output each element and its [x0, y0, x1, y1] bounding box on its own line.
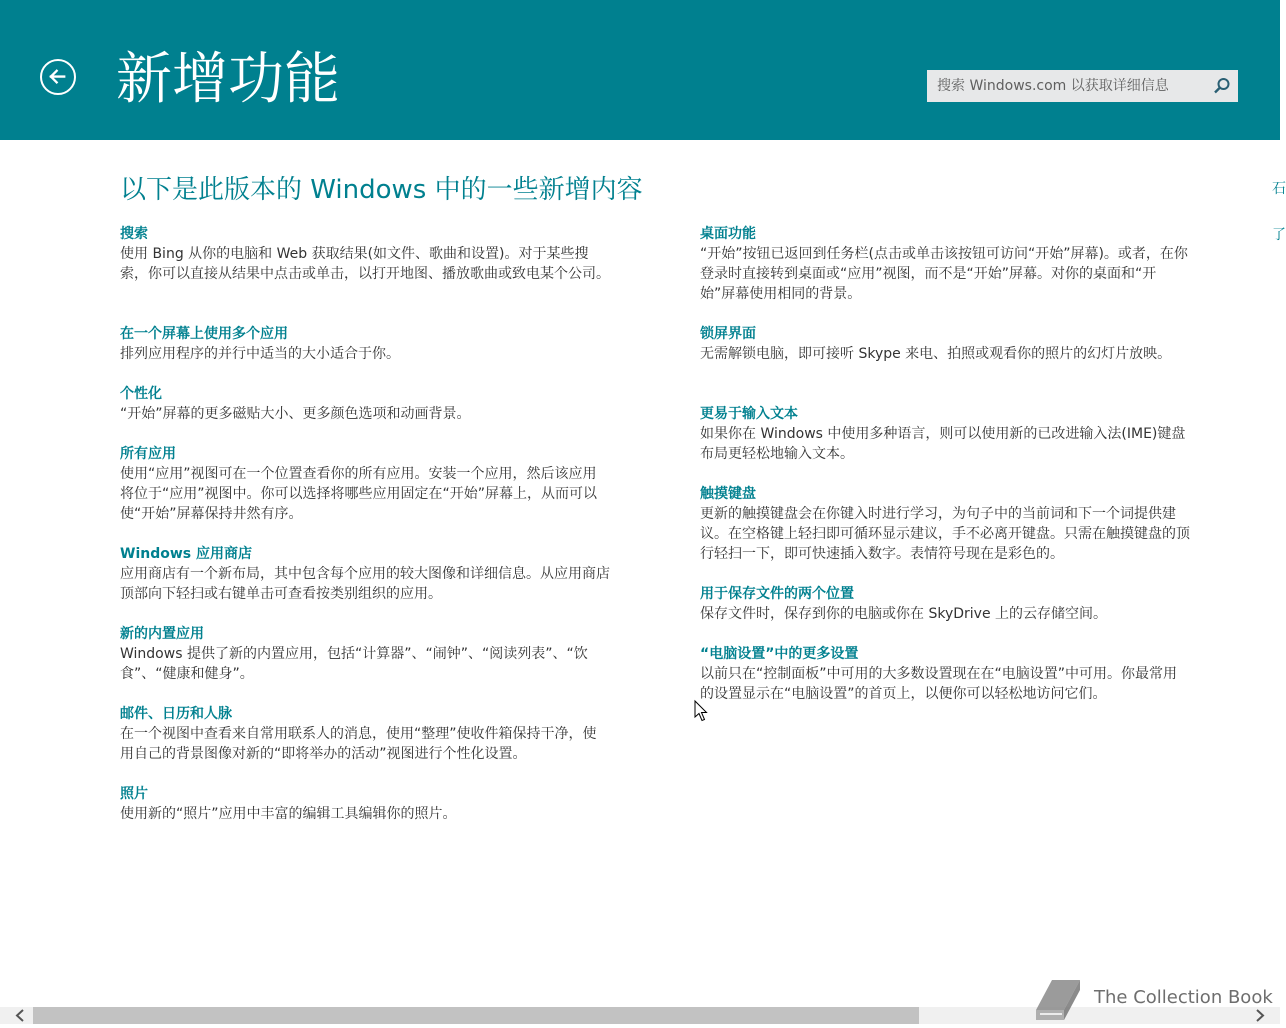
- feature-item: [120, 224, 610, 324]
- feature-desc: 无需解锁电脑，即可接听 Skype 来电、拍照或观看你的照片的幻灯片放映。: [700, 346, 1172, 362]
- feature-title: 新的内置应用: [120, 626, 204, 642]
- page-title: 新增功能: [116, 47, 340, 112]
- feature-desc: 使用新的“照片”应用中丰富的编辑工具编辑你的照片。: [120, 806, 457, 822]
- feature-title: 更易于输入文本: [700, 406, 798, 422]
- feature-item: [120, 384, 610, 444]
- search-box[interactable]: [927, 70, 1238, 102]
- feature-item: [120, 444, 610, 544]
- feature-desc: 使用“应用”视图可在一个位置查看你的所有应用。安装一个应用，然后该应用将位于“应用”视图中。你可以选择将哪些应用固定在“开始”屏幕上，从而可以使“开始”屏幕保持井然有序。: [120, 466, 598, 522]
- back-button[interactable]: [40, 59, 76, 95]
- feature-desc: 应用商店有一个新布局，其中包含每个应用的较大图像和详细信息。从应用商店顶部向下轻扫或右键单击可查看按类别组织的应用。: [120, 566, 610, 602]
- scroll-left-button[interactable]: [12, 1007, 29, 1024]
- feature-item: [700, 324, 1190, 404]
- feature-desc: 以前只在“控制面板”中可用的大多数设置现在在“电脑设置”中可用。你最常用的设置显示在“电脑设置”的首页上，以便你可以轻松地访问它们。: [700, 666, 1178, 702]
- feature-item: [700, 224, 1190, 324]
- feature-desc: “开始”屏幕的更多磁贴大小、更多颜色选项和动画背景。: [120, 406, 471, 422]
- feature-title: 个性化: [120, 386, 162, 402]
- feature-desc: 使用 Bing 从你的电脑和 Web 获取结果(如文件、歌曲和设置)。对于某些搜索，你可以直接从结果中点击或单击，以打开地图、播放歌曲或致电某个公司。: [120, 246, 610, 282]
- feature-item: [120, 544, 610, 624]
- feature-desc: 保存文件时，保存到你的电脑或你在 SkyDrive 上的云存储空间。: [700, 606, 1108, 622]
- app-header: [0, 0, 1280, 140]
- feature-item: [120, 624, 610, 704]
- feature-desc: 如果你在 Windows 中使用多种语言，则可以使用新的已改进输入法(IME)键盘布局更轻松地输入文本。: [700, 426, 1186, 462]
- next-section-fragment: 石: [1272, 181, 1286, 197]
- mouse-cursor-icon: [694, 700, 708, 722]
- chevron-left-icon: [12, 1007, 29, 1024]
- feature-item: [700, 584, 1190, 644]
- next-section-fragment: 了: [1272, 227, 1286, 243]
- feature-item: [700, 484, 1190, 584]
- feature-title: 照片: [120, 786, 148, 802]
- feature-title: 锁屏界面: [700, 326, 756, 342]
- feature-item: [120, 704, 610, 784]
- feature-item: [700, 404, 1190, 484]
- search-icon[interactable]: [1212, 76, 1232, 96]
- feature-title: 在一个屏幕上使用多个应用: [120, 326, 288, 342]
- watermark: [1028, 976, 1273, 1024]
- feature-list-left: [120, 224, 610, 844]
- watermark-text: The Collection Book: [1094, 987, 1273, 1008]
- feature-desc: 在一个视图中查看来自常用联系人的消息，使用“整理”使收件箱保持干净，使用自己的背景图像对新的“即将举办的活动”视图进行个性化设置。: [120, 726, 597, 762]
- feature-title: 触摸键盘: [700, 486, 756, 502]
- feature-desc: Windows 提供了新的内置应用，包括“计算器”、“闹钟”、“阅读列表”、“饮食”、“健康和健身”。: [120, 646, 588, 682]
- feature-title: 桌面功能: [700, 226, 756, 242]
- feature-title: Windows 应用商店: [120, 546, 252, 562]
- feature-item: [700, 644, 1190, 724]
- book-icon: [1028, 976, 1084, 1024]
- feature-title: 所有应用: [120, 446, 176, 462]
- feature-title: “电脑设置”中的更多设置: [700, 646, 859, 662]
- back-arrow-icon: [42, 61, 74, 93]
- feature-list-right: [700, 224, 1190, 724]
- feature-desc: 更新的触摸键盘会在你键入时进行学习，为句子中的当前词和下一个词提供建议。在空格键上轻扫即可循环显示建议，手不必离开键盘。只需在触摸键盘的顶行轻扫一下，即可快速插入数字。表情符号现在是彩色的。: [700, 506, 1190, 562]
- feature-item: [120, 784, 610, 844]
- search-input[interactable]: [927, 70, 1201, 102]
- feature-desc: “开始”按钮已返回到任务栏(点击或单击该按钮可访问“开始”屏幕)。或者，在你登录时直接转到桌面或“应用”视图，而不是“开始”屏幕。对你的桌面和“开始”屏幕使用相同的背景。: [700, 246, 1188, 302]
- feature-title: 邮件、日历和人脉: [120, 706, 232, 722]
- feature-desc: 排列应用程序的并行中适当的大小适合于你。: [120, 346, 400, 362]
- feature-title: 用于保存文件的两个位置: [700, 586, 854, 602]
- section-heading: 以下是此版本的 Windows 中的一些新增内容: [120, 175, 643, 205]
- feature-title: 搜索: [120, 226, 148, 242]
- scroll-thumb[interactable]: [33, 1007, 919, 1024]
- feature-item: [120, 324, 610, 384]
